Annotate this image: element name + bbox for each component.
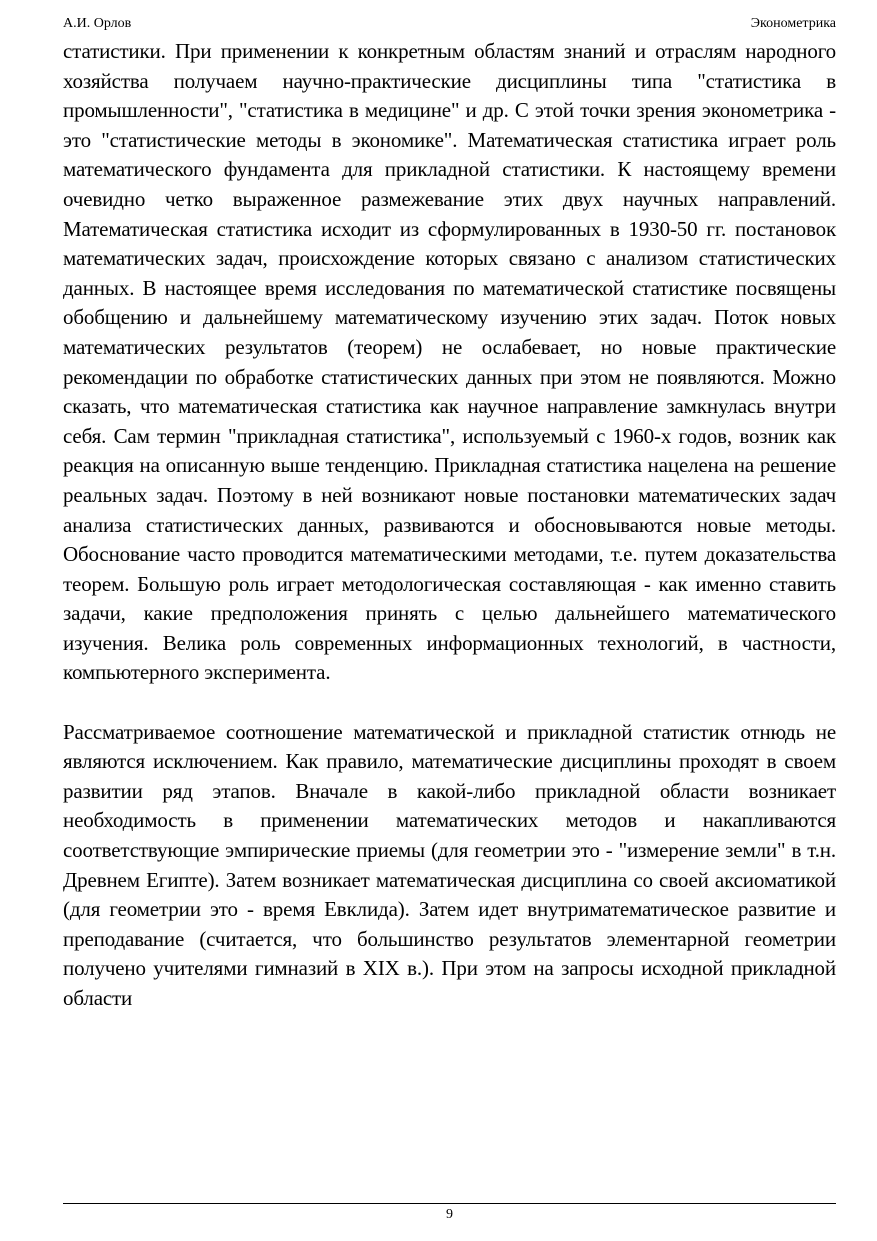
page-number: 9: [446, 1207, 453, 1222]
footer-divider: [63, 1203, 836, 1204]
paragraph-1: статистики. При применении к конкретным областям знаний и отраслям народного хозяйства получаем научно-практические дисциплины типа "статистика в промышленности", "статистика в медицине" и др. С этой точки зрения эконометрика - это "статистические методы в экономике". Математическая статистика играет роль математического фундамента для прикладной статистики. К настоящему времени очевидно четко выраженное размежевание этих двух научных направлений. Математическая статистика исходит из сформулированных в 1930-50 гг. постановок математических задач, происхождение которых связано с анализом статистических данных. В настоящее время исследования по математической статистике посвящены обобщению и дальнейшему математическому изучению этих задач. Поток новых математических результатов (теорем) не ослабевает, но новые практические рекомендации по обработке статистических данных при этом не появляются. Можно сказать, что математическая статистика как научное направление замкнулась внутри себя. Сам термин "прикладная статистика", используемый с 1960-х годов, возник как реакция на описанную выше тенденцию. Прикладная статистика нацелена на решение реальных задач. Поэтому в ней возникают новые постановки математических задач анализа статистических данных, развиваются и обосновываются новые методы. Обоснование часто проводится математическими методами, т.е. путем доказательства теорем. Большую роль играет методологическая составляющая - как именно ставить задачи, какие предположения принять с целью дальнейшего математического изучения. Велика роль современных информационных технологий, в частности, компьютерного эксперимента.: [63, 39, 836, 685]
running-header: [63, 14, 836, 34]
body-text: [63, 37, 836, 1014]
header-author: А.И. Орлов: [63, 16, 132, 31]
paragraph-2: Рассматриваемое соотношение математической и прикладной статистик отнюдь не являются исключением. Как правило, математические дисциплины проходят в своем развитии ряд этапов. Вначале в какой-либо прикладной области возникает необходимость в применении математических методов и накапливаются соответствующие эмпирические приемы (для геометрии это - "измерение земли" в т.н. Древнем Египте). Затем возникает математическая дисциплина со своей аксиоматикой (для геометрии это - время Евклида). Затем идет внутриматематическое развитие и преподавание (считается, что большинство результатов элементарной геометрии получено учителями гимназий в XIX в.). При этом на запросы исходной прикладной области: [63, 719, 836, 1010]
header-title: Эконометрика: [750, 16, 836, 31]
